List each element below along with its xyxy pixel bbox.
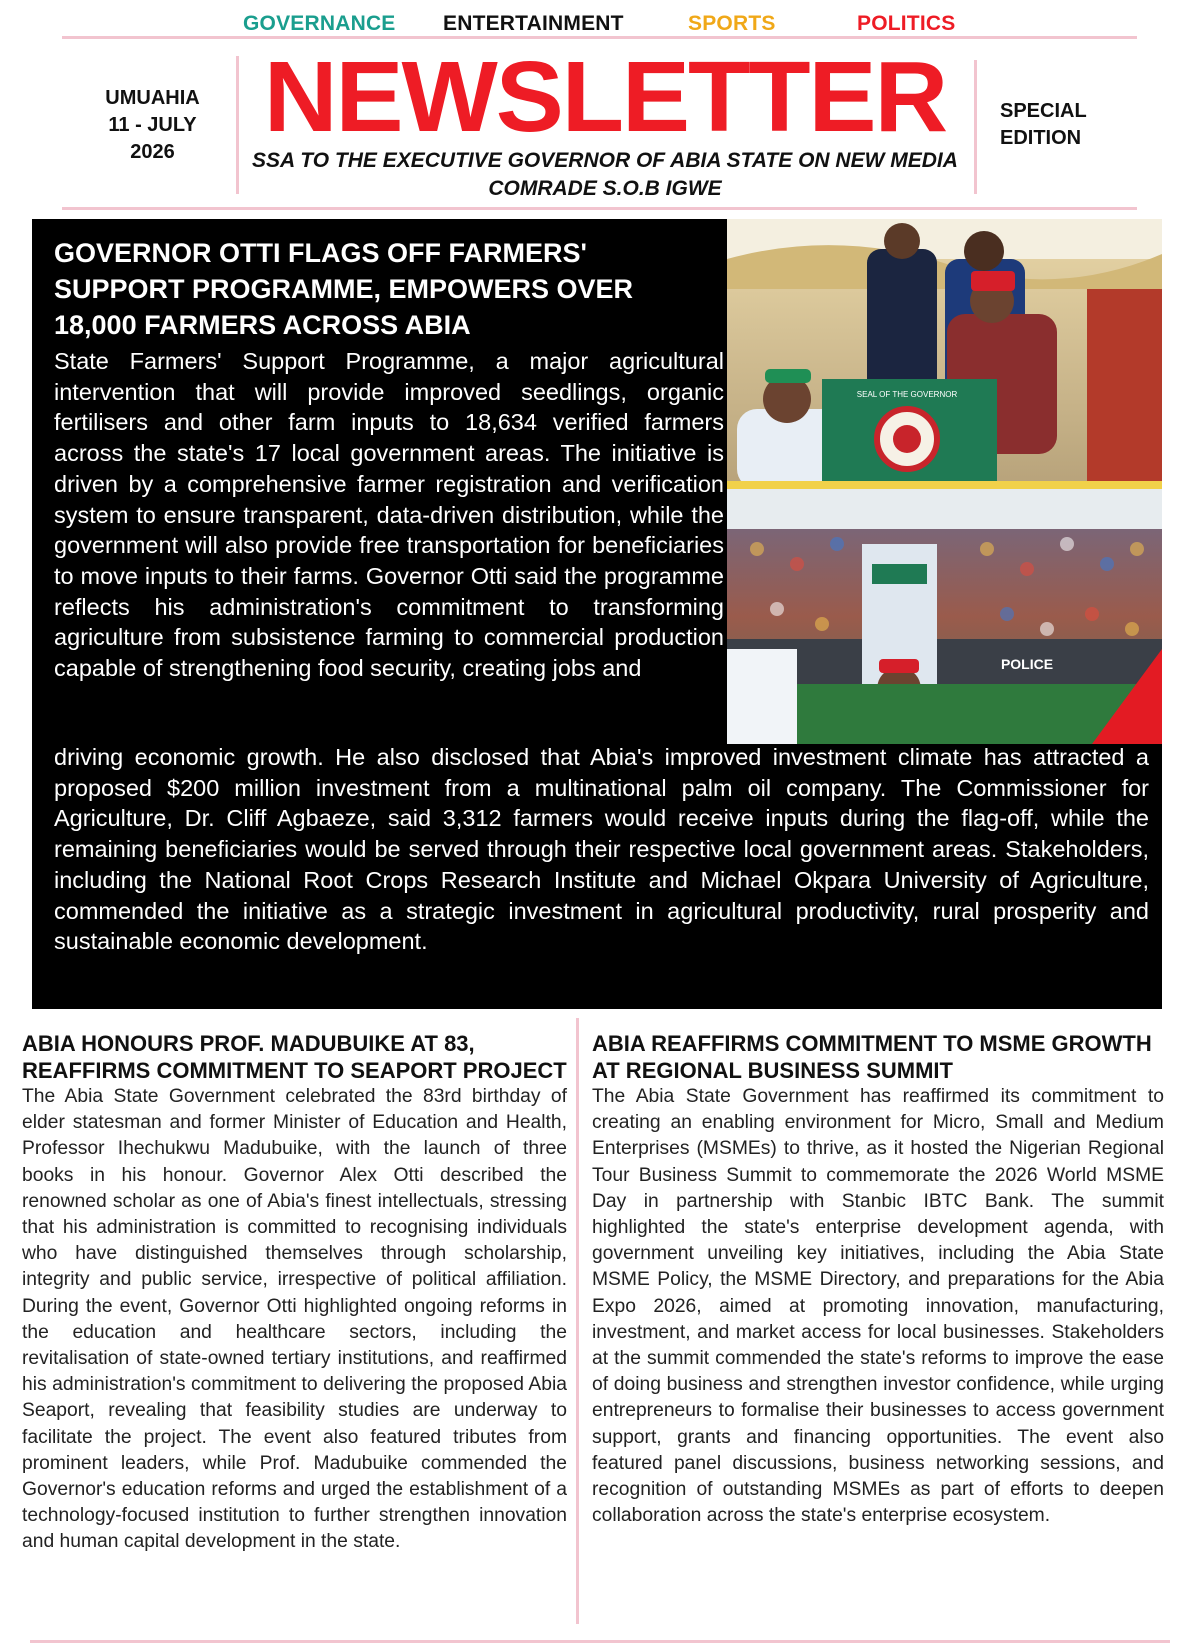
feature-headline: GOVERNOR OTTI FLAGS OFF FARMERS' SUPPORT PROGRAMME, EMPOWERS OVER 18,000 FARMERS ACROSS ABIA xyxy=(54,238,634,340)
bottom-rule xyxy=(30,1640,1170,1643)
nav-politics[interactable]: POLITICS xyxy=(857,12,956,35)
column-divider xyxy=(576,1018,579,1624)
feature-body-lower: driving economic growth. He also disclosed that Abia's improved investment climate has attracted a proposed $200 million investment from a multinational palm oil company. The Commissioner for Agriculture, Dr. Cliff Agbaeze, said 3,312 farmers would receive inputs during the flag-off, while the remaining beneficiaries would be served through their respective local government areas. Stakeholders, including the National Root Crops Research Institute and Michael Okpara University of Agriculture, commended the initiative as a strategic investment in agricultural productivity, rural prosperity and sustainable economic development. xyxy=(54,744,1149,955)
dateline-date: 11 - JULY xyxy=(108,114,197,136)
dateline-year: 2026 xyxy=(130,141,175,163)
dateline-location: UMUAHIA xyxy=(105,87,200,109)
police-barrier-label: POLICE xyxy=(1000,656,1054,672)
right-article-headline: ABIA REAFFIRMS COMMITMENT TO MSME GROWTH AT REGIONAL BUSINESS SUMMIT xyxy=(592,1031,1152,1083)
header-bottom-rule xyxy=(62,207,1137,210)
feature-story xyxy=(32,219,1162,1009)
right-article xyxy=(592,1030,1164,1529)
edition-line-1: SPECIAL xyxy=(1000,100,1087,122)
masthead-author: COMRADE S.O.B IGWE xyxy=(488,177,722,200)
masthead-title: NEWSLETTER xyxy=(263,41,947,153)
nav-governance[interactable]: GOVERNANCE xyxy=(243,12,396,35)
nav-sports[interactable]: SPORTS xyxy=(688,12,776,35)
nav-entertainment[interactable]: ENTERTAINMENT xyxy=(443,12,624,35)
left-article-body: The Abia State Government celebrated the 83rd birthday of elder statesman and former Minister of Education and Health, Professor Ihechukwu Madubuike, with the launch of three books in his honour. Governor Alex Otti described the renowned scholar as one of Abia's finest intellectuals, stressing that his administration is committed to recognising individuals who have distinguished themselves through scholarship, integrity and public service, irrespective of political affiliation. During the event, Governor Otti highlighted ongoing reforms in the education and healthcare sectors, including the revitalisation of state-owned tertiary institutions, and reaffirmed his administration's commitment to delivering the proposed Abia Seaport, revealing that feasibility studies are underway to facilitate the project. The event also featured tributes from prominent leaders, while Prof. Madubuike commended the Governor's education reforms and urged the establishment of a technology-focused institution to further strengthen innovation and human capital development in the state. xyxy=(22,1086,567,1553)
feature-photo xyxy=(727,219,1162,744)
left-article xyxy=(22,1030,567,1556)
dateline xyxy=(80,85,225,166)
left-article-headline: ABIA HONOURS PROF. MADUBUIKE AT 83, REAFFIRMS COMMITMENT TO SEAPORT PROJECT xyxy=(22,1031,567,1083)
edition-line-2: EDITION xyxy=(1000,127,1082,149)
right-article-body: The Abia State Government has reaffirmed its commitment to creating an enabling environment for Micro, Small and Medium Enterprises (MSMEs) to thrive, as it hosted the Nigerian Regional Tour Business Summit to commemorate the 2026 World MSME Day in partnership with Stanbic IBTC Bank. The summit highlighted the state's enterprise development agenda, with government unveiling key initiatives, including the Abia State MSME Policy, the MSME Directory, and preparations for the Abia Expo 2026, aimed at promoting innovation, manufacturing, investment, and market access for local businesses. Stakeholders at the summit commended the state's reforms to improve the ease of doing business and strengthen investor confidence, while urging entrepreneurs to formalise their businesses to access government support, grants and financing opportunities. The event also featured panel discussions, business networking sessions, and recognition of outstanding MSMEs as part of efforts to deepen collaboration across the state's enterprise ecosystem. xyxy=(592,1086,1164,1527)
feature-body-upper: State Farmers' Support Programme, a major agricultural intervention that will provide improved seedlings, organic fertilisers and other farm inputs to 18,634 verified farmers across the state's 17 local government areas. The initiative is driven by a comprehensive farmer registration and verification system to ensure transparent, data-driven distribution, while the government will also provide free transportation for beneficiaries to move inputs to their farms. Governor Otti said the programme reflects his administration's commitment to transforming agriculture from subsistence farming to commercial production capable of strengthening food security, creating jobs and xyxy=(54,348,724,682)
edition-label xyxy=(1000,98,1130,152)
masthead-subtitle: SSA TO THE EXECUTIVE GOVERNOR OF ABIA STATE ON NEW MEDIA xyxy=(252,149,958,172)
top-rule xyxy=(62,36,1137,39)
podium-seal-text: SEAL OF THE GOVERNOR xyxy=(856,390,958,399)
